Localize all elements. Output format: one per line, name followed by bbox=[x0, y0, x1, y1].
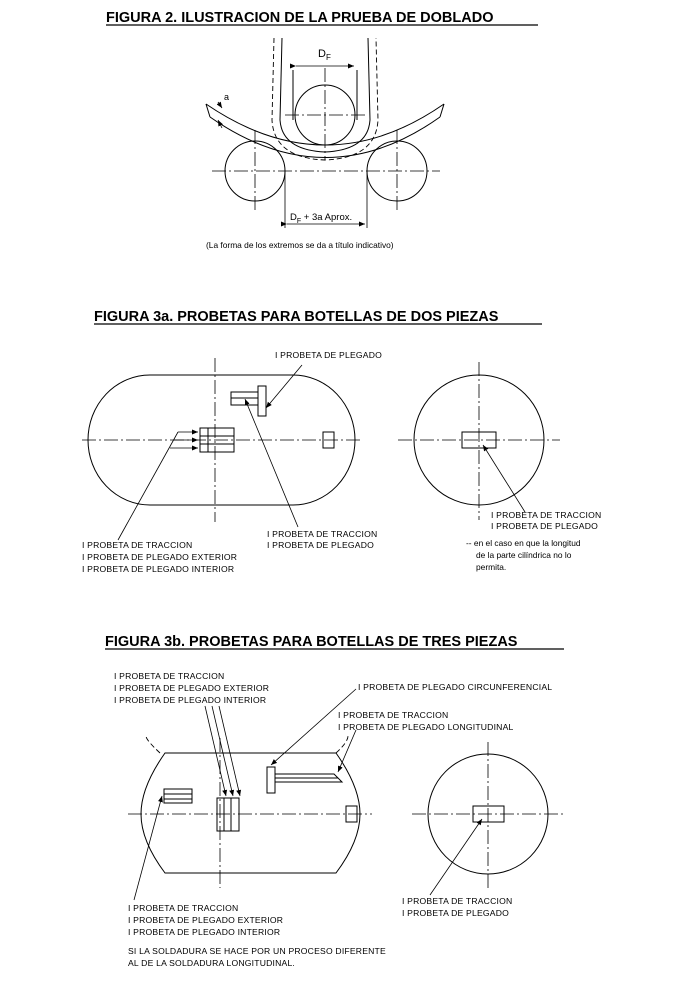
fig3a-label-left-1: I PROBETA DE TRACCION bbox=[82, 540, 193, 550]
fig3b-note-2: AL DE LA SOLDADURA LONGITUDINAL. bbox=[128, 958, 296, 968]
fig3a-label-right-2: I PROBETA DE PLEGADO bbox=[491, 521, 598, 531]
thickness-arrow-top bbox=[218, 102, 222, 108]
fig3b-title: FIGURA 3b. PROBETAS PARA BOTELLAS DE TRES PIEZAS bbox=[105, 634, 518, 650]
fig3b-label-right-2: I PROBETA DE PLEGADO bbox=[402, 908, 509, 918]
fig3a-label-left-2: I PROBETA DE PLEGADO EXTERIOR bbox=[82, 552, 238, 562]
bottle-3p-side-outline bbox=[141, 753, 360, 873]
fig3a-note-3: permita. bbox=[476, 562, 507, 572]
seam-top-right bbox=[336, 736, 348, 753]
fig3b-label-topleft-1: I PROBETA DE TRACCION bbox=[114, 671, 225, 681]
fig2-title: FIGURA 2. ILUSTRACION DE LA PRUEBA DE DOBLADO bbox=[106, 10, 494, 26]
fig3b-label-topleft-3: I PROBETA DE PLEGADO INTERIOR bbox=[114, 695, 267, 705]
figure-3b bbox=[105, 634, 565, 968]
fig3a-title: FIGURA 3a. PROBETAS PARA BOTELLAS DE DOS PIEZAS bbox=[94, 309, 499, 325]
bend-specimen-vertical bbox=[258, 386, 266, 416]
leader-mid bbox=[245, 399, 298, 527]
figure-2 bbox=[106, 10, 538, 250]
thickness-label: a bbox=[224, 92, 230, 102]
fig3b-label-long-2: I PROBETA DE PLEGADO LONGITUDINAL bbox=[338, 722, 514, 732]
leader-end-view bbox=[483, 445, 525, 512]
seam-top-left bbox=[146, 736, 160, 753]
fig3b-label-bottom-2: I PROBETA DE PLEGADO EXTERIOR bbox=[128, 915, 284, 925]
df-label: $D_F$ bbox=[318, 48, 331, 62]
leader-long bbox=[338, 730, 356, 772]
fig3a-label-mid-1: I PROBETA DE TRACCION bbox=[267, 529, 378, 539]
fig3a-label-left-3: I PROBETA DE PLEGADO INTERIOR bbox=[82, 564, 235, 574]
fig3a-label-right-1: I PROBETA DE TRACCION bbox=[491, 510, 602, 520]
fig3b-label-bottom-1: I PROBETA DE TRACCION bbox=[128, 903, 239, 913]
fig3b-label-circ: I PROBETA DE PLEGADO CIRCUNFERENCIAL bbox=[358, 682, 553, 692]
fig2-note: (La forma de los extremos se da a título indicativo) bbox=[206, 240, 394, 250]
figure-3a bbox=[82, 309, 601, 574]
fig3a-note-2: de la parte cilíndrica no lo bbox=[476, 550, 572, 560]
fig3b-note-1: SI LA SOLDADURA SE HACE POR UN PROCESO DIFERENTE bbox=[128, 946, 386, 956]
circ-bend-specimen bbox=[267, 767, 275, 793]
leader-top bbox=[266, 365, 302, 408]
fig3b-label-right-1: I PROBETA DE TRACCION bbox=[402, 896, 513, 906]
fig3a-note-1: -- en el caso en que la longitud bbox=[466, 538, 581, 548]
leader-bottom bbox=[134, 796, 162, 900]
leader-left bbox=[118, 432, 178, 540]
fig3a-label-mid-2: I PROBETA DE PLEGADO bbox=[267, 540, 374, 550]
leader-end-view-3p bbox=[430, 819, 482, 895]
gap-label: $D_F + 3a$ Aprox. bbox=[290, 212, 353, 225]
circ-seam-specimens bbox=[164, 789, 192, 803]
fig3b-label-bottom-3: I PROBETA DE PLEGADO INTERIOR bbox=[128, 927, 281, 937]
fig3b-label-long-1: I PROBETA DE TRACCION bbox=[338, 710, 449, 720]
fig3b-label-topleft-2: I PROBETA DE PLEGADO EXTERIOR bbox=[114, 683, 270, 693]
fig3a-label-top: I PROBETA DE PLEGADO bbox=[275, 350, 382, 360]
